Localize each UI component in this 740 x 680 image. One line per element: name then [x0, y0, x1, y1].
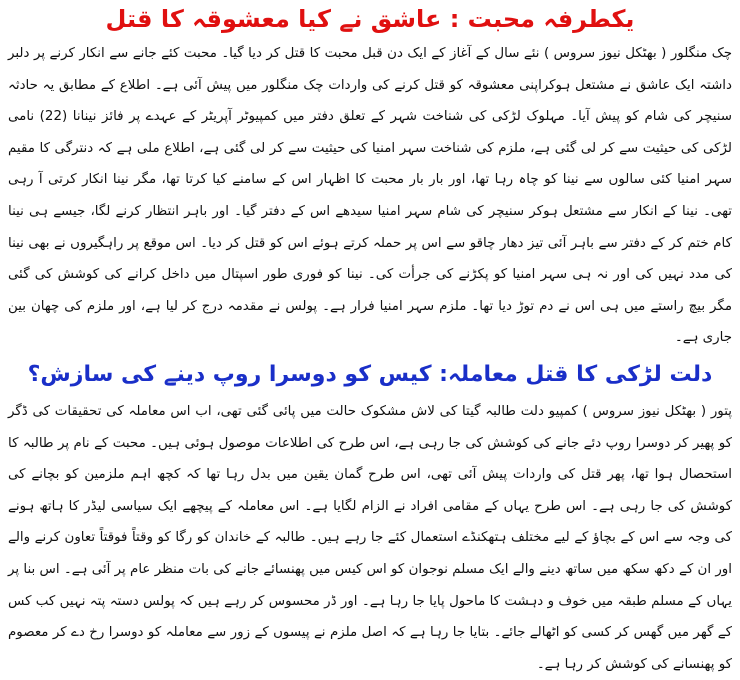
article-2-body: پتور ( بھٹکل نیوز سروس ) کمپیو دلت طالبہ گیتا کی لاش مشکوک حالت میں پائی گئی تھی، اب اس معاملہ کی تحقیقات کی ڈگر کو پھیر کر دوسرا روپ دئے جانے کی کوشش کی جا رہی ہے، اس طرح کی اطلاعات موصول ہوئی ہیں۔ محبت کے نام پر طالبہ کا استحصال ہوا تھا، پھر قتل کی واردات پیش آئی تھی، اس طرح گمان یقین میں بدل رہا تھا کہ کچھ اہم ملزمین کو بچانے کی کوشش کی جا رہی ہے۔ اس طرح یہاں کے مقامی افراد نے الزام لگایا ہے۔ اس معاملہ کے پیچھے ایک سیاسی لیڈر کا ہاتھ ہونے کی وجہ سے اس کے بچاؤ کے لیے مختلف ہتھکنڈے استعمال کئے جا رہے ہیں۔ طالبہ کے خاندان کو رگا کو وقتاً فوقتاً تعاون کرنے والے اور ان کے دکھ سکھ میں ساتھ دینے والے ایک مسلم نوجوان کو اس کیس میں پھنسائے جانے کی بات منظر عام پر آئی ہے۔ اس بنا پر یہاں کے مسلم طبقہ میں خوف و دہشت کا ماحول پایا جا رہا ہے۔ اور ڈر محسوس کر رہے ہیں کہ پولس دستہ پتہ نہیں کب کس کے گھر میں گھس کر کسی کو اٹھالے جائے۔ بتایا جا رہا ہے کہ اصل ملزم نے پیسوں کے زور سے معاملہ کو دوسرا رخ دے کر معصوم کو پھنسانے کی کوشش کر رہا ہے۔ [8, 403, 732, 672]
article-1-body: چک منگلور ( بھٹکل نیوز سروس ) نئے سال کے آغاز کے ایک دن قبل محبت کا قتل کر دیا گیا۔ محبت کئے جانے سے انکار کرنے پر دلبر داشتہ ایک عاشق نے مشتعل ہوکراپنی معشوقہ کو قتل کرنے کی واردات چک منگلور میں پیش آئی ہے۔ اطلاع کے مطابق یہ حادثہ سنیچر کی شام کو پیش آیا۔ مہلوک لڑکی کی شناخت شہر کے تعلق دفتر میں کمپیوٹر آپریٹر کے عہدے پر فائز نینانا (22) نامی لڑکی کی حیثیت سے کر لی گئی ہے، ملزم کی شناخت سہر امنیا کی حیثیت سے کر لی گئی ہے، اطلاع ملی ہے کہ دنترگی کا مقیم سہر امنیا کئی سالوں سے نینا کو چاہ رہا تھا، اور بار بار محبت کا اظہار اس کے سامنے کیا کرتا تھا، مگر نینا انکار کرتی آ رہی تھی۔ نینا کے انکار سے مشتعل ہوکر سنیچر کی شام سہر امنیا سیدھے اس کے دفتر گیا۔ اور باہر انتظار کرنے لگا، جیسے ہی نینا کام ختم کر کے دفتر سے باہر آئی تیز دھار چاقو سے اس پر حملہ کرتے ہوئے اس کو قتل کر دیا۔ اس موقع پر راہگیروں نے بھی نینا کی مدد نہیں کی اور نہ ہی سہر امنیا کو پکڑنے کی جرأت کی۔ نینا کو فوری طور اسپتال میں داخل کرانے کی کوشش کی گئی مگر بیچ راستے میں ہی اس نے دم توڑ دیا تھا۔ ملزم سہر امنیا فرار ہے۔ پولس نے مقدمہ درج کر لیا ہے، اور ملزم کی چھان بین جاری ہے۔ [8, 46, 733, 346]
article-2-headline: دلت لڑکی کا قتل معاملہ: کیس کو دوسرا روپ دینے کی سازش؟ [27, 361, 713, 387]
article-1-headline: یکطرفہ محبت : عاشق نے کیا معشوقہ کا قتل [105, 5, 635, 33]
article-2-body-container [8, 396, 732, 680]
article-1-body-container [8, 38, 732, 354]
